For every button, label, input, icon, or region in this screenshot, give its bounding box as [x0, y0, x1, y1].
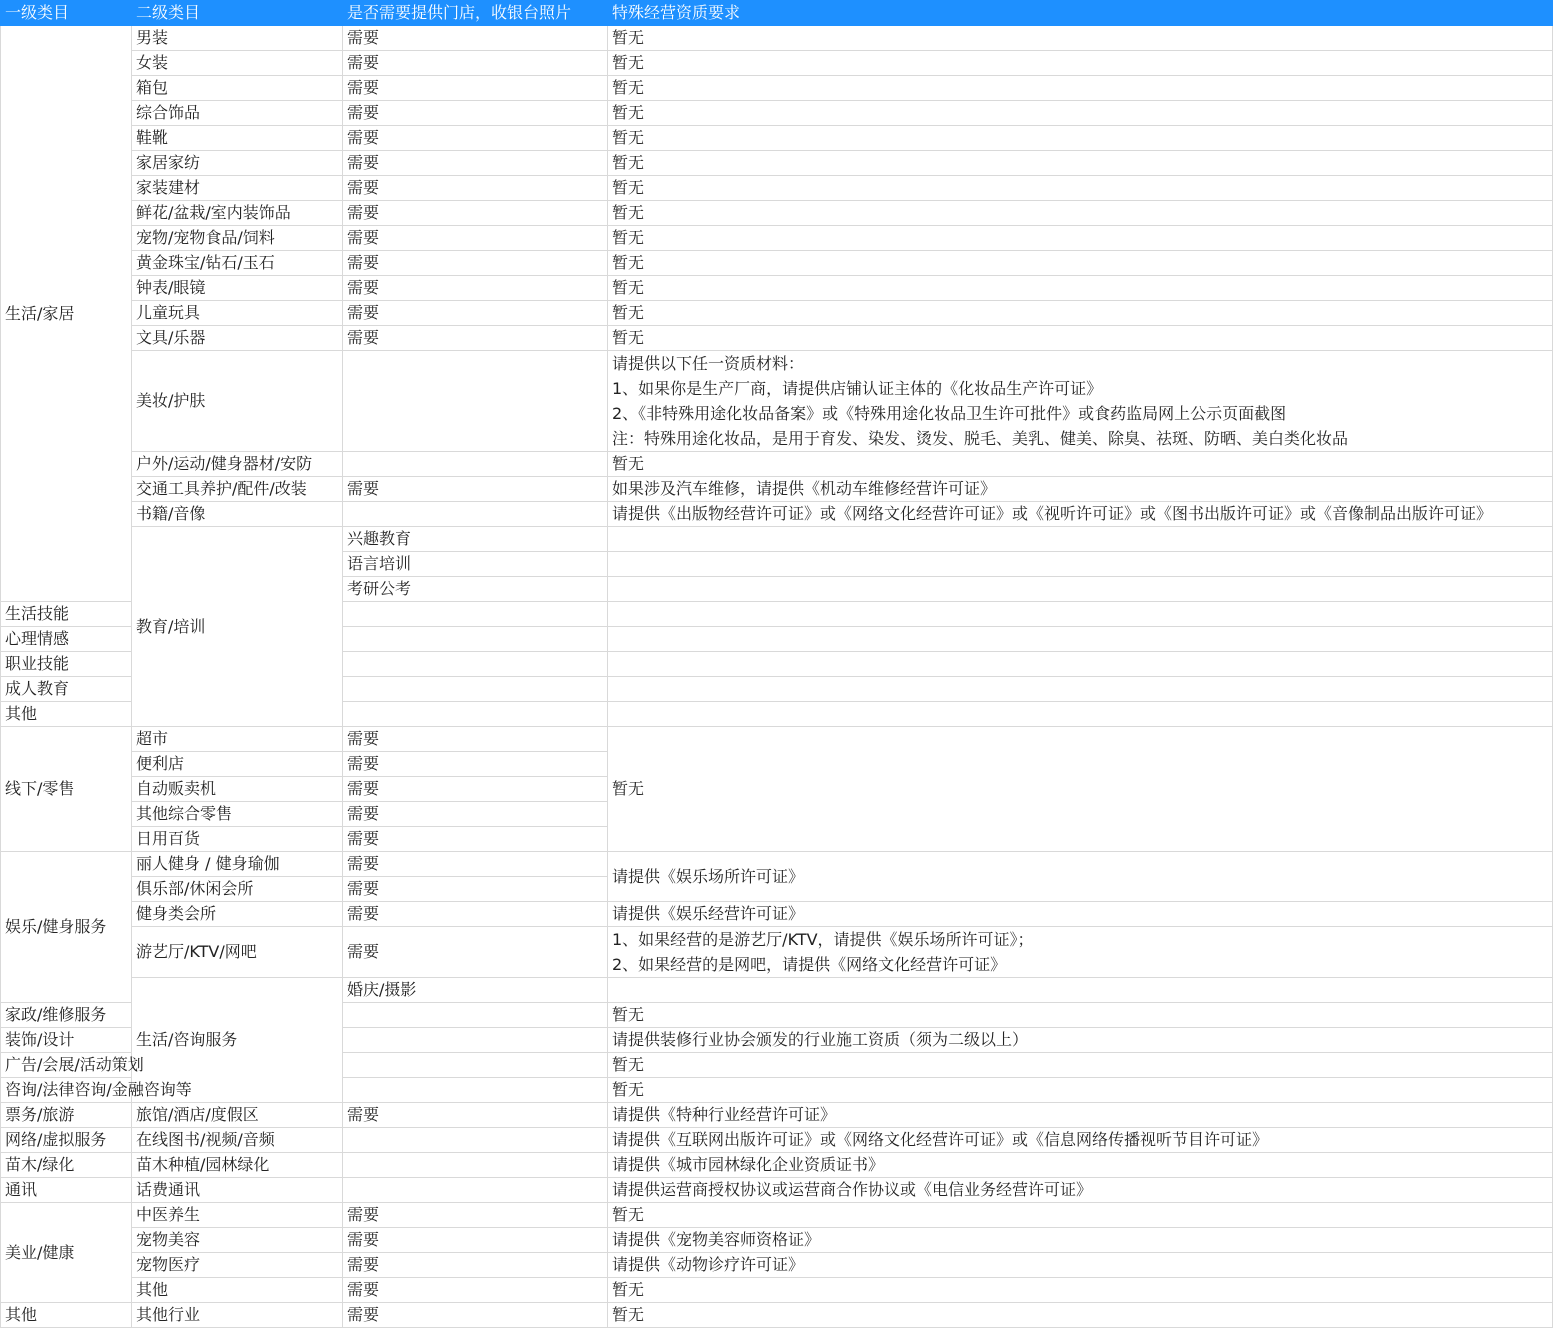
qualification-cell [608, 351, 1553, 452]
qualification-cell: 暂无 [608, 1278, 1553, 1303]
photo-cell [343, 677, 608, 702]
table-row [1, 226, 1553, 251]
table-row [1, 26, 1553, 51]
photo-cell: 需要 [343, 326, 608, 351]
level2-cell: 装饰/设计 [1, 1028, 132, 1053]
level2-cell: 丽人健身 / 健身瑜伽 [132, 852, 343, 877]
table-row [1, 1253, 1553, 1278]
photo-cell [343, 1153, 608, 1178]
table-row [1, 351, 1553, 452]
photo-cell [343, 1053, 608, 1078]
qualification-line: 请提供以下任一资质材料： [612, 354, 805, 373]
qualification-cell: 暂无 [608, 1053, 1553, 1078]
photo-cell: 需要 [343, 752, 608, 777]
photo-cell: 需要 [343, 126, 608, 151]
photo-cell: 需要 [343, 827, 608, 852]
qualification-cell [608, 602, 1553, 627]
photo-cell: 需要 [343, 226, 608, 251]
qualification-cell: 暂无 [608, 727, 1553, 852]
qualification-cell: 请提供《城市园林绿化企业资质证书》 [608, 1153, 1553, 1178]
photo-cell: 需要 [343, 101, 608, 126]
photo-cell: 需要 [343, 1203, 608, 1228]
level2-cell: 文具/乐器 [132, 326, 343, 351]
photo-cell: 需要 [343, 51, 608, 76]
photo-cell: 需要 [343, 1303, 608, 1328]
photo-cell [343, 627, 608, 652]
photo-cell [608, 527, 1553, 552]
level1-cell: 生活/咨询服务 [132, 978, 343, 1103]
qualification-cell: 暂无 [608, 1003, 1553, 1028]
qualification-cell: 暂无 [608, 1203, 1553, 1228]
level2-cell: 家装建材 [132, 176, 343, 201]
photo-cell: 需要 [343, 1253, 608, 1278]
table-row [1, 326, 1553, 351]
level2-cell: 其他 [132, 1278, 343, 1303]
photo-cell [343, 1003, 608, 1028]
qualification-cell: 暂无 [608, 201, 1553, 226]
table-row [1, 902, 1553, 927]
level1-cell: 线下/零售 [1, 727, 132, 852]
table-row [1, 1303, 1553, 1328]
qualification-cell: 暂无 [608, 326, 1553, 351]
level2-cell: 便利店 [132, 752, 343, 777]
level1-cell: 娱乐/健身服务 [1, 852, 132, 1003]
table-row [1, 452, 1553, 477]
level2-cell: 家政/维修服务 [1, 1003, 132, 1028]
photo-cell [343, 652, 608, 677]
level2-cell: 婚庆/摄影 [343, 978, 608, 1003]
level2-cell: 其他行业 [132, 1303, 343, 1328]
photo-cell [343, 1128, 608, 1153]
photo-cell: 需要 [343, 1278, 608, 1303]
table-row [1, 51, 1553, 76]
level2-cell: 家居家纺 [132, 151, 343, 176]
header-row [1, 1, 1553, 26]
level2-cell: 考研公考 [343, 577, 608, 602]
qualification-line: 2、《非特殊用途化妆品备案》或《特殊用途化妆品卫生许可批件》或食药监局网上公示页面截图 [612, 404, 1287, 423]
photo-cell [608, 577, 1553, 602]
qualification-cell [608, 702, 1553, 727]
photo-cell: 需要 [343, 902, 608, 927]
level2-cell: 话费通讯 [132, 1178, 343, 1203]
photo-cell [343, 1178, 608, 1203]
level2-cell: 兴趣教育 [343, 527, 608, 552]
level1-cell: 网络/虚拟服务 [1, 1128, 132, 1153]
level2-cell: 箱包 [132, 76, 343, 101]
table-row [1, 201, 1553, 226]
qualification-cell: 暂无 [608, 176, 1553, 201]
header-level1: 一级类目 [1, 1, 132, 26]
level1-cell: 票务/旅游 [1, 1103, 132, 1128]
level2-cell: 书籍/音像 [132, 502, 343, 527]
table-row [1, 1203, 1553, 1228]
photo-cell: 需要 [343, 151, 608, 176]
header-qualification: 特殊经营资质要求 [608, 1, 1553, 26]
header-photo: 是否需要提供门店，收银台照片 [343, 1, 608, 26]
qualification-cell: 暂无 [608, 226, 1553, 251]
qualification-cell [608, 652, 1553, 677]
level2-cell: 健身类会所 [132, 902, 343, 927]
qualification-cell: 暂无 [608, 126, 1553, 151]
photo-cell: 需要 [343, 477, 608, 502]
level2-cell: 在线图书/视频/音频 [132, 1128, 343, 1153]
level2-cell: 女装 [132, 51, 343, 76]
photo-cell: 需要 [343, 176, 608, 201]
photo-cell [608, 978, 1553, 1003]
qualification-cell: 暂无 [608, 251, 1553, 276]
level2-cell: 心理情感 [1, 627, 132, 652]
photo-cell: 需要 [343, 251, 608, 276]
photo-cell: 需要 [343, 76, 608, 101]
level1-cell: 教育/培训 [132, 527, 343, 727]
level2-cell: 旅馆/酒店/度假区 [132, 1103, 343, 1128]
qualification-cell: 暂无 [608, 101, 1553, 126]
level2-cell: 宠物/宠物食品/饲料 [132, 226, 343, 251]
qualification-line: 2、如果经营的是网吧，请提供《网络文化经营许可证》 [612, 955, 1007, 974]
level2-cell: 儿童玩具 [132, 301, 343, 326]
qualification-line: 注：特殊用途化妆品，是用于育发、染发、烫发、脱毛、美乳、健美、除臭、祛斑、防晒、美白类化妆品 [612, 429, 1349, 448]
level2-cell: 其他 [1, 702, 132, 727]
table-row [1, 76, 1553, 101]
photo-cell: 需要 [343, 201, 608, 226]
photo-cell [343, 1078, 608, 1103]
table-row [1, 176, 1553, 201]
level2-cell: 职业技能 [1, 652, 132, 677]
qualification-line: 1、如果经营的是游艺厅/KTV，请提供《娱乐场所许可证》； [612, 930, 1034, 949]
table-row [1, 101, 1553, 126]
level2-cell: 自动贩卖机 [132, 777, 343, 802]
qualification-cell: 暂无 [608, 452, 1553, 477]
level2-cell: 宠物医疗 [132, 1253, 343, 1278]
photo-cell [608, 552, 1553, 577]
qualification-cell: 暂无 [608, 26, 1553, 51]
level2-cell: 中医养生 [132, 1203, 343, 1228]
photo-cell [343, 502, 608, 527]
level2-cell: 游艺厅/KTV/网吧 [132, 927, 343, 978]
level2-cell: 日用百货 [132, 827, 343, 852]
table-row [1, 502, 1553, 527]
photo-cell: 需要 [343, 927, 608, 978]
qualification-cell: 如果涉及汽车维修，请提供《机动车维修经营许可证》 [608, 477, 1553, 502]
qualification-cell: 请提供《出版物经营许可证》或《网络文化经营许可证》或《视听许可证》或《图书出版许可证》或《音像制品出版许可证》 [608, 502, 1553, 527]
qualification-cell: 请提供《娱乐经营许可证》 [608, 902, 1553, 927]
table-row [1, 151, 1553, 176]
photo-cell: 需要 [343, 802, 608, 827]
table-row [1, 276, 1553, 301]
qualification-cell: 请提供运营商授权协议或运营商合作协议或《电信业务经营许可证》 [608, 1178, 1553, 1203]
level2-cell: 鞋靴 [132, 126, 343, 151]
level1-cell: 其他 [1, 1303, 132, 1328]
photo-cell [343, 602, 608, 627]
level1-cell: 生活/家居 [1, 26, 132, 602]
qualification-cell: 请提供《娱乐场所许可证》 [608, 852, 1553, 902]
level2-cell: 苗木种植/园林绿化 [132, 1153, 343, 1178]
level2-cell: 男装 [132, 26, 343, 51]
table-row [1, 927, 1553, 978]
photo-cell: 需要 [343, 1228, 608, 1253]
photo-cell [343, 452, 608, 477]
qualification-cell: 暂无 [608, 1303, 1553, 1328]
qualification-cell: 暂无 [608, 151, 1553, 176]
level2-cell: 钟表/眼镜 [132, 276, 343, 301]
table-row [1, 1103, 1553, 1128]
level2-cell: 黄金珠宝/钻石/玉石 [132, 251, 343, 276]
level2-cell: 美妆/护肤 [132, 351, 343, 452]
level2-cell: 鲜花/盆栽/室内装饰品 [132, 201, 343, 226]
table-row [1, 301, 1553, 326]
level2-cell: 交通工具养护/配件/改装 [132, 477, 343, 502]
level2-cell: 俱乐部/休闲会所 [132, 877, 343, 902]
qualification-cell: 请提供装修行业协会颁发的行业施工资质（须为二级以上） [608, 1028, 1553, 1053]
level2-cell: 户外/运动/健身器材/安防 [132, 452, 343, 477]
level2-cell: 生活技能 [1, 602, 132, 627]
qualification-cell: 暂无 [608, 1078, 1553, 1103]
level1-cell: 美业/健康 [1, 1203, 132, 1303]
photo-cell: 需要 [343, 852, 608, 877]
photo-cell: 需要 [343, 777, 608, 802]
qualification-cell: 请提供《动物诊疗许可证》 [608, 1253, 1553, 1278]
photo-cell: 需要 [343, 301, 608, 326]
table-row [1, 527, 1553, 552]
qualification-cell: 暂无 [608, 276, 1553, 301]
level1-cell: 苗木/绿化 [1, 1153, 132, 1178]
table-row [1, 852, 1553, 877]
table-row [1, 477, 1553, 502]
level1-cell: 通讯 [1, 1178, 132, 1203]
photo-cell: 需要 [343, 26, 608, 51]
photo-cell [343, 351, 608, 452]
table-row [1, 251, 1553, 276]
table-row [1, 1278, 1553, 1303]
qualification-cell: 请提供《互联网出版许可证》或《网络文化经营许可证》或《信息网络传播视听节目许可证》 [608, 1128, 1553, 1153]
level2-cell: 成人教育 [1, 677, 132, 702]
photo-cell [343, 1028, 608, 1053]
photo-cell: 需要 [343, 877, 608, 902]
qualification-cell [608, 677, 1553, 702]
photo-cell: 需要 [343, 276, 608, 301]
header-level2: 二级类目 [132, 1, 343, 26]
qualification-cell [608, 927, 1553, 978]
qualification-cell: 暂无 [608, 76, 1553, 101]
level2-cell: 咨询/法律咨询/金融咨询等 [1, 1078, 132, 1103]
table-row [1, 1228, 1553, 1253]
table-row [1, 1153, 1553, 1178]
photo-cell: 需要 [343, 727, 608, 752]
level2-cell: 超市 [132, 727, 343, 752]
qualification-cell [608, 627, 1553, 652]
photo-cell: 需要 [343, 1103, 608, 1128]
qualification-cell: 暂无 [608, 51, 1553, 76]
table-row [1, 978, 1553, 1003]
qualification-cell: 请提供《宠物美容师资格证》 [608, 1228, 1553, 1253]
level2-cell: 综合饰品 [132, 101, 343, 126]
level2-cell: 语言培训 [343, 552, 608, 577]
level2-cell: 其他综合零售 [132, 802, 343, 827]
table-row [1, 126, 1553, 151]
level2-cell: 宠物美容 [132, 1228, 343, 1253]
qualification-cell: 暂无 [608, 301, 1553, 326]
table-row [1, 1128, 1553, 1153]
table-row [1, 1178, 1553, 1203]
photo-cell [343, 702, 608, 727]
qualification-line: 1、如果你是生产厂商，请提供店铺认证主体的《化妆品生产许可证》 [612, 379, 1103, 398]
qualification-cell: 请提供《特种行业经营许可证》 [608, 1103, 1553, 1128]
table-row [1, 727, 1553, 752]
level2-cell: 广告/会展/活动策划 [1, 1053, 132, 1078]
